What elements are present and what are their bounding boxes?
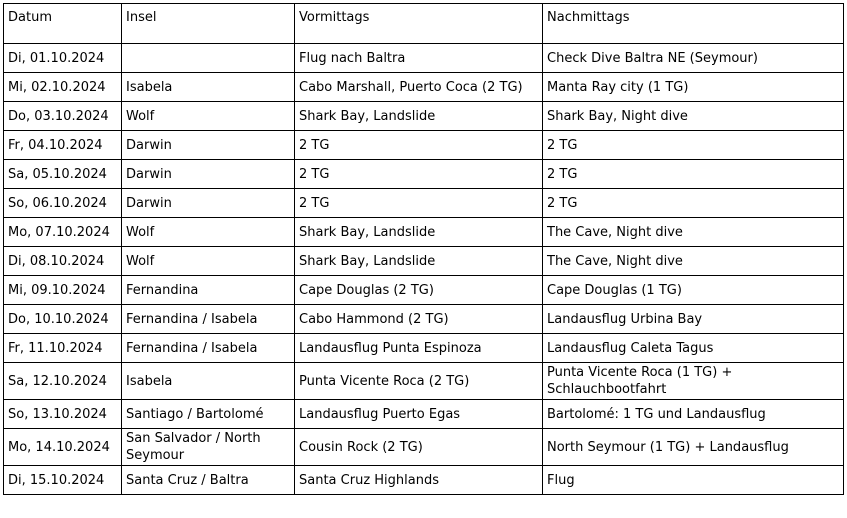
table-row bbox=[4, 247, 844, 276]
cell-datum: Mo, 14.10.2024 bbox=[4, 429, 122, 466]
cell-vormittags: Cabo Marshall, Puerto Coca (2 TG) bbox=[295, 73, 543, 102]
cell-nachmittags: The Cave, Night dive bbox=[543, 247, 844, 276]
cell-nachmittags: North Seymour (1 TG) + Landausflug bbox=[543, 429, 844, 466]
cell-datum: Mi, 09.10.2024 bbox=[4, 276, 122, 305]
cell-vormittags: Shark Bay, Landslide bbox=[295, 102, 543, 131]
table-row bbox=[4, 429, 844, 466]
table-row bbox=[4, 363, 844, 400]
cell-vormittags: 2 TG bbox=[295, 189, 543, 218]
table-row bbox=[4, 276, 844, 305]
cell-vormittags: Santa Cruz Highlands bbox=[295, 466, 543, 495]
cell-vormittags: Landausflug Puerto Egas bbox=[295, 400, 543, 429]
header-nachmittags: Nachmittags bbox=[543, 4, 844, 44]
cell-nachmittags: 2 TG bbox=[543, 160, 844, 189]
header-datum: Datum bbox=[4, 4, 122, 44]
cell-insel: Darwin bbox=[122, 131, 295, 160]
cell-datum: Sa, 12.10.2024 bbox=[4, 363, 122, 400]
cell-insel: Wolf bbox=[122, 218, 295, 247]
cell-vormittags: Cousin Rock (2 TG) bbox=[295, 429, 543, 466]
cell-datum: Do, 03.10.2024 bbox=[4, 102, 122, 131]
table-row bbox=[4, 73, 844, 102]
cell-vormittags: Punta Vicente Roca (2 TG) bbox=[295, 363, 543, 400]
cell-datum: Mo, 07.10.2024 bbox=[4, 218, 122, 247]
cell-datum: Mi, 02.10.2024 bbox=[4, 73, 122, 102]
cell-nachmittags: Flug bbox=[543, 466, 844, 495]
cell-vormittags: Cape Douglas (2 TG) bbox=[295, 276, 543, 305]
cell-nachmittags: Manta Ray city (1 TG) bbox=[543, 73, 844, 102]
cell-vormittags: Shark Bay, Landslide bbox=[295, 218, 543, 247]
cell-datum: Fr, 11.10.2024 bbox=[4, 334, 122, 363]
cell-insel: Fernandina bbox=[122, 276, 295, 305]
cell-insel: Isabela bbox=[122, 73, 295, 102]
cell-datum: Fr, 04.10.2024 bbox=[4, 131, 122, 160]
cell-datum: Do, 10.10.2024 bbox=[4, 305, 122, 334]
table-row bbox=[4, 218, 844, 247]
cell-datum: Di, 01.10.2024 bbox=[4, 44, 122, 73]
cell-insel bbox=[122, 44, 295, 73]
cell-nachmittags: 2 TG bbox=[543, 189, 844, 218]
header-insel: Insel bbox=[122, 4, 295, 44]
table-row bbox=[4, 466, 844, 495]
cell-nachmittags: Punta Vicente Roca (1 TG) + Schlauchbootfahrt bbox=[543, 363, 844, 400]
cell-nachmittags: 2 TG bbox=[543, 131, 844, 160]
table-row bbox=[4, 102, 844, 131]
cell-nachmittags: Bartolomé: 1 TG und Landausflug bbox=[543, 400, 844, 429]
table-row bbox=[4, 160, 844, 189]
table-row bbox=[4, 334, 844, 363]
cell-datum: Sa, 05.10.2024 bbox=[4, 160, 122, 189]
cell-nachmittags: Shark Bay, Night dive bbox=[543, 102, 844, 131]
cell-insel: Santiago / Bartolomé bbox=[122, 400, 295, 429]
cell-vormittags: Landausflug Punta Espinoza bbox=[295, 334, 543, 363]
cell-datum: Di, 15.10.2024 bbox=[4, 466, 122, 495]
cell-vormittags: 2 TG bbox=[295, 131, 543, 160]
cell-datum: So, 13.10.2024 bbox=[4, 400, 122, 429]
cell-nachmittags: The Cave, Night dive bbox=[543, 218, 844, 247]
cell-insel: Wolf bbox=[122, 247, 295, 276]
cell-insel: Fernandina / Isabela bbox=[122, 334, 295, 363]
cell-insel: Isabela bbox=[122, 363, 295, 400]
cell-vormittags: Shark Bay, Landslide bbox=[295, 247, 543, 276]
cell-datum: Di, 08.10.2024 bbox=[4, 247, 122, 276]
cell-insel: Wolf bbox=[122, 102, 295, 131]
table-row bbox=[4, 44, 844, 73]
cell-vormittags: Flug nach Baltra bbox=[295, 44, 543, 73]
cell-vormittags: Cabo Hammond (2 TG) bbox=[295, 305, 543, 334]
cell-datum: So, 06.10.2024 bbox=[4, 189, 122, 218]
cell-nachmittags: Landausflug Urbina Bay bbox=[543, 305, 844, 334]
header-row bbox=[4, 4, 844, 44]
cell-nachmittags: Landausflug Caleta Tagus bbox=[543, 334, 844, 363]
cell-nachmittags: Check Dive Baltra NE (Seymour) bbox=[543, 44, 844, 73]
cell-insel: Darwin bbox=[122, 160, 295, 189]
header-vormittags: Vormittags bbox=[295, 4, 543, 44]
cell-insel: Darwin bbox=[122, 189, 295, 218]
table-row bbox=[4, 400, 844, 429]
cell-vormittags: 2 TG bbox=[295, 160, 543, 189]
table-row bbox=[4, 189, 844, 218]
cell-nachmittags: Cape Douglas (1 TG) bbox=[543, 276, 844, 305]
table-row bbox=[4, 305, 844, 334]
cell-insel: San Salvador / North Seymour bbox=[122, 429, 295, 466]
itinerary-table bbox=[3, 3, 844, 495]
cell-insel: Fernandina / Isabela bbox=[122, 305, 295, 334]
table-body bbox=[4, 44, 844, 495]
cell-insel: Santa Cruz / Baltra bbox=[122, 466, 295, 495]
table-row bbox=[4, 131, 844, 160]
